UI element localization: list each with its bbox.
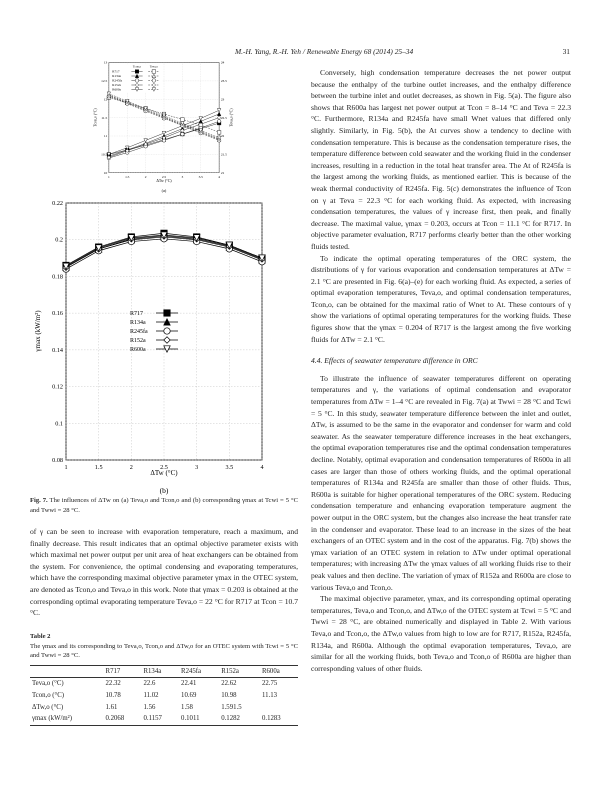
chart-a-xtick-label: 2.5 bbox=[161, 174, 167, 179]
chart-b-legend-label: R134a bbox=[130, 320, 146, 326]
table-cell: 1.61 bbox=[105, 703, 118, 711]
table-grid bbox=[30, 665, 298, 726]
chart-a-ytick-right-label: 22 bbox=[220, 134, 225, 139]
table-cell: 1.58 bbox=[181, 703, 193, 711]
chart-a-ytick-label: 11 bbox=[103, 134, 108, 139]
chart-a-point bbox=[199, 123, 203, 127]
chart-a-xtick-label: 3 bbox=[181, 174, 184, 179]
chart-a-point bbox=[199, 117, 203, 121]
chart-a-ytick-right-label: 21 bbox=[220, 170, 225, 175]
chart-b-ylabel: γmax (kW/m²) bbox=[34, 310, 42, 352]
chart-b-legend-label: R600a bbox=[130, 347, 146, 353]
chart-a-xtick-label: 2 bbox=[144, 174, 147, 179]
paragraph: Conversely, high condensation temperature decreases the net power output because the enthalpy of the turbine outlet increases, and the enthalpy difference between the turbine inlet and outlet decreases, as shown in Fig. 5(a). The figure also shows that R600a has largest net power output at Tcon = 8–14 °C and Teva = 22.3 °C. Furthermore, R134a and R245fa have small Wnet values that differed only slightly. Similarly, in Fig. 5(b), the At curves show a tendency to decline with condensation temperature. This is because as the condensation temperature rises, the temperature difference between cold seawater and the working fluid in the condenser increases, resulting in a reduction in the total heat transfer area. The At of R245fa is the largest among the working fluids, as mentioned earlier. This is because of the weak thermal conductivity of R245fa. Fig. 5(c) demonstrates the influence of Tcon on γ at Teva = 22.3 °C for each working fluid. As expected, with increasing condensation temperatures, the values of γ increase first, then peak, and finally decrease. The maximal value, γmax = 0.203, occurs at Tcon = 11.1 °C for R717. In objective parameter evaluation, R717 performs clearly better than the other working fluids tested. bbox=[311, 68, 571, 251]
table-cell: 0.2068 bbox=[105, 715, 125, 723]
chart-a-xtick-label: 3.5 bbox=[198, 174, 203, 179]
chart-b-ytick-label: 0.14 bbox=[52, 346, 63, 354]
chart-a-legend-header: Teva,o bbox=[149, 64, 158, 69]
chart-a bbox=[93, 61, 235, 193]
chart-a-xtick-label: 4 bbox=[218, 174, 220, 179]
chart-a-legend-marker bbox=[135, 70, 139, 74]
page-number: 31 bbox=[562, 47, 570, 56]
chart-a-legend bbox=[111, 64, 163, 92]
chart-b-ytick-label: 0.2 bbox=[55, 236, 63, 244]
chart-a-ytick-label: 12.5 bbox=[101, 79, 108, 83]
table-cell bbox=[260, 702, 298, 714]
chart-a-legend-header: Tcon,o bbox=[132, 64, 142, 69]
table-cell: 11.02 bbox=[143, 691, 159, 699]
table-header-cell: R245fa bbox=[181, 667, 202, 675]
chart-b-ytick-label: 0.18 bbox=[52, 273, 63, 281]
chart-a-xtick-label: 1 bbox=[108, 174, 110, 179]
chart-b-xtick-label: 4 bbox=[260, 464, 264, 471]
chart-b-xtick-label: 3.5 bbox=[225, 464, 234, 471]
chart-b-xtick-label: 2 bbox=[129, 464, 133, 471]
chart-b-xlabel: ΔTw (°C) bbox=[150, 469, 178, 477]
chart-a-ytick-right-label: 23.5 bbox=[220, 79, 227, 83]
chart-a-ytick-label: 12 bbox=[103, 97, 108, 102]
chart-a-ytick-label: 10.5 bbox=[101, 152, 108, 157]
chart-a-ylabel: Tcon,o (°C) bbox=[92, 108, 98, 127]
table-2 bbox=[30, 632, 298, 726]
table-cell: 1.591.5 bbox=[221, 703, 242, 711]
chart-b-ytick-label: 0.22 bbox=[52, 200, 63, 207]
journal-reference: M.-H. Yang, R.-H. Yeh / Renewable Energy 68 (2014) 25–34 bbox=[235, 47, 414, 56]
chart-a-ylabel-right: Teva,o (°C) bbox=[228, 108, 234, 127]
chart-a-point bbox=[162, 131, 166, 135]
chart-a-point bbox=[217, 131, 221, 135]
paragraph: To illustrate the influence of seawater temperatures different on operating temperatures and γ, the variations of optimal condensation and evaporator temperatures from ΔTw = 1–4 °C are revealed in Fig. 7(a) at Twwi = 28 °C and Tcwi = 5 °C. In this study, seawater temperature difference between the inlet and outlet, ΔTw, is assumed to be the same in the evaporator and condenser for warm and cold seawater. As the seawater temperature difference increases in the heat exchangers, the optimal evaporation temperatures rise and the optimal condensation temperatures decline. Notably, optimal evaporation and condensation temperatures of R600a in all cases are larger than those of others working fluids, and the optimal operational temperatures of R134a and R245fa are smaller than those of other fluids. Thus, R600a is suitable for higher operational temperatures of the ORC system. Reducing condensation temperature and enhancing evaporation temperature augment the power output in the ORC system, but the changes also increase the heat transfer rate in the condenser and evaporator. These lead to an increase in the sizes of the heat exchangers of an OTEC system and in the cost of the apparatus. Fig. 7(b) shows the γmax variation of an OTEC system in relation to ΔTw under optimal operational temperatures; with increasing ΔTw the γmax values of all working fluids rise to their peak values and then decline. The variation of γmax of R152a and R600a are close to various Teva,o and Tcon,o. bbox=[311, 373, 571, 592]
table-cell: 10.78 bbox=[105, 691, 121, 699]
chart-b-legend-label: R152a bbox=[130, 338, 146, 344]
chart-a-point bbox=[181, 118, 185, 122]
chart-b-legend-marker bbox=[164, 337, 170, 343]
table-cell: 11.13 bbox=[261, 691, 278, 699]
chart-b-canvas bbox=[30, 195, 298, 495]
figure-caption-text: The influences of ΔTw on (a) Teva,o and Tcon,o and (b) corresponding γmax at Tcwi = 5 °C and Twwi = 28 °C. bbox=[30, 497, 298, 514]
chart-a-xtick-label: 1.5 bbox=[125, 174, 130, 179]
chart-a-point bbox=[217, 112, 221, 116]
paragraph: To indicate the optimal operating temperatures of the ORC system, the distributions of γ for various evaporation and condensation temperatures at ΔTw = 2.1 °C are presented in Fig. 6(a)–(e) for each working fluid. As expected, a series of optimal evaporation temperatures, Teva,o, and optimal condensation temperatures, Tcon,o, can be obtained for the maximal ratio of Wnet to At. These contours of γ show the variations of optimal operating temperatures for the working fluids. These figures show that the γmax = 0.204 of R717 is the largest among the five working fluids for ΔTw = 2.1 °C. bbox=[311, 253, 571, 344]
table-cell: 0.1283 bbox=[261, 715, 281, 723]
table-row bbox=[30, 713, 298, 725]
right-column bbox=[311, 67, 571, 674]
chart-b-ytick-label: 0.16 bbox=[52, 310, 63, 318]
chart-a-legend-marker bbox=[152, 79, 156, 83]
table-cell: 22.75 bbox=[261, 680, 278, 688]
table-cell: Teva,o (°C) bbox=[32, 680, 64, 688]
table-cell: Tcon,o (°C) bbox=[32, 691, 65, 699]
table-cell: 22.6 bbox=[143, 680, 156, 688]
chart-b-tick-labels bbox=[52, 200, 263, 471]
chart-a-ytick-label: 10 bbox=[103, 170, 108, 175]
section-heading: 4.4. Effects of seawater temperature difference in ORC bbox=[311, 356, 478, 366]
panel-b-label: (b) bbox=[159, 486, 169, 495]
figure-caption-label: Fig. 7. bbox=[30, 497, 48, 504]
table-row bbox=[30, 690, 298, 702]
chart-a-ytick-right-label: 21.5 bbox=[220, 152, 227, 157]
chart-b-ytick-label: 0.12 bbox=[52, 383, 63, 391]
left-paragraph bbox=[30, 526, 298, 619]
table-header-cell bbox=[30, 665, 104, 678]
chart-a-point bbox=[144, 139, 148, 143]
chart-a-xlabel: ΔTw (°C) bbox=[156, 177, 172, 183]
chart-a-legend-label: R134a bbox=[112, 74, 122, 79]
figure-7 bbox=[30, 58, 298, 193]
table-cell: 22.62 bbox=[221, 680, 237, 688]
chart-a-point bbox=[217, 108, 221, 112]
chart-a-ytick-label: 13 bbox=[103, 60, 108, 65]
chart-a-legend-label: R152a bbox=[112, 83, 122, 88]
table-row bbox=[30, 702, 298, 714]
chart-b-legend-marker bbox=[164, 328, 170, 334]
table-cell: 0.1011 bbox=[181, 715, 200, 723]
chart-b-xtick-label: 1 bbox=[64, 464, 68, 471]
table-header-cell: R134a bbox=[143, 667, 162, 675]
table-cell: 1.56 bbox=[143, 703, 156, 711]
chart-b-ytick-label: 0.08 bbox=[52, 457, 63, 464]
chart-a-point bbox=[181, 132, 185, 136]
chart-b-xtick-label: 3 bbox=[195, 464, 199, 471]
chart-b-xtick-label: 2.5 bbox=[160, 464, 168, 471]
table-cell: 22.41 bbox=[181, 680, 197, 688]
table-title: Table 2 bbox=[30, 633, 51, 640]
table-cell: γmax (kW/m²) bbox=[32, 715, 72, 723]
chart-a-legend-label: R600a bbox=[112, 87, 122, 92]
table-row bbox=[30, 678, 298, 690]
chart-a-legend-label: R717 bbox=[112, 69, 120, 74]
table-header-cell: R600a bbox=[261, 667, 280, 675]
chart-b-legend-marker bbox=[164, 310, 170, 316]
chart-b-xtick-label: 1.5 bbox=[94, 464, 103, 471]
chart-a-ytick-right-label: 22.5 bbox=[220, 115, 227, 120]
panel-a-label: (a) bbox=[161, 187, 167, 193]
chart-a-ytick-right-label: 23 bbox=[220, 97, 225, 102]
chart-a-legend-label: R245fa bbox=[112, 78, 123, 83]
chart-a-ytick-right-label: 24 bbox=[220, 60, 225, 65]
table-caption: The γmax and its corresponding to Teva,o, Tcon,o and ΔTw,o for an OTEC system with Tcwi = 5 °C and Twwi = 28 °C. bbox=[30, 642, 298, 660]
paragraph: The maximal objective parameter, γmax, and its corresponding optimal operating temperatures, Teva,o and Tcon,o, and ΔTw,o of the OTEC system at Tcwi = 5 °C and Twwi = 28 °C, are obtained numerically and displayed in Table 2. With various Teva,o and Tcon,o, the ΔTw,o values from high to low are for R717, R152a, R245fa, R134a, and R600a. Although the optimal evaporation temperatures, Teva,o, are similar for all the working fluids, both Teva,o and Tcon,o of R600a are higher than corresponding values of other fluids. bbox=[311, 594, 571, 673]
figure-caption bbox=[30, 496, 298, 515]
table-cell: 10.98 bbox=[221, 691, 237, 699]
chart-b-legend-box bbox=[130, 310, 178, 353]
chart-b-ytick-label: 0.1 bbox=[55, 420, 63, 428]
chart-b-legend-label: R717 bbox=[130, 311, 144, 317]
chart-a-ytick-label: 11.5 bbox=[101, 115, 108, 120]
table-cell: 0.1282 bbox=[221, 715, 240, 723]
left-paragraph-text: of γ can be seen to increase with evaporation temperature, reach a maximum, and finally decrease. This result indicates that an optimal objective parameter exists with which maximal net power output per unit area of heat exchangers can be obtained from the system. For convenience, the optimal condensing and evaporating temperatures, which have the corresponding maximal objective parameter γmax in the OTEC system, are denoted as Tcon,o and Teva,o in this work. Note that γmax = 0.203 is obtained at the corresponding optimal evaporating temperature Teva,o = 22 °C for R717 at Tcon = 10.7 °C. bbox=[30, 527, 299, 618]
table-cell: 0.1157 bbox=[143, 715, 162, 723]
chart-a-point bbox=[217, 120, 221, 124]
table-cell: ΔTw,o (°C) bbox=[32, 703, 64, 711]
table-cell: 22.32 bbox=[105, 680, 121, 688]
chart-b-legend-label: R245fa bbox=[130, 329, 148, 335]
chart-a-legend-marker bbox=[135, 79, 139, 83]
table-header-cell: R152a bbox=[221, 667, 239, 675]
table-header-cell: R717 bbox=[105, 667, 121, 675]
table-cell: 10.69 bbox=[181, 691, 197, 699]
chart-a-legend-marker bbox=[152, 70, 156, 74]
